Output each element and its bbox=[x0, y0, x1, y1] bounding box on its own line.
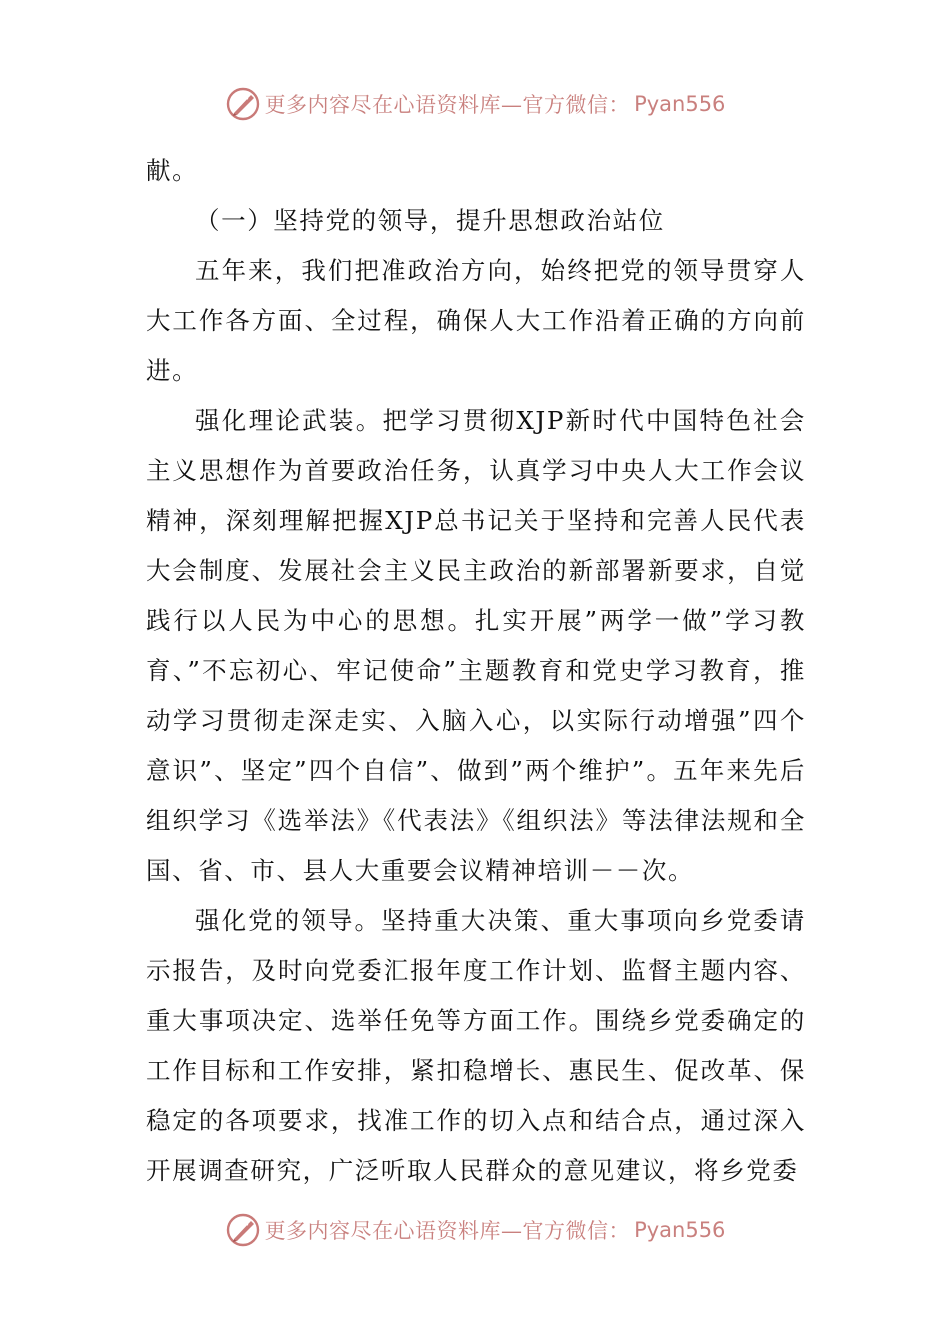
document-body bbox=[146, 146, 806, 1196]
banner-account-id: Pyan556 bbox=[634, 92, 726, 116]
paragraph-leadership: 强化党的领导。坚持重大决策、重大事项向乡党委请示报告，及时向党委汇报年度工作计划、监督主题内容、重大事项决定、选举任免等方面工作。围绕乡党委确定的工作目标和工作安排，紧扣稳增长、惠民生、促改革、保稳定的各项要求，找准工作的切入点和结合点，通过深入开展调查研究，广泛听取人民群众的意见建议，将乡党委 bbox=[146, 906, 806, 1185]
banner-account-id: Pyan556 bbox=[634, 1218, 726, 1242]
paragraph-continuation: 献。 bbox=[146, 156, 199, 185]
paragraph-theory: 强化理论武装。把学习贯彻XJP新时代中国特色社会主义思想作为首要政治任务，认真学习中央人大工作会议精神，深刻理解把握XJP总书记关于坚持和完善人民代表大会制度、发展社会主义民主政治的新部署新要求，自觉践行以人民为中心的思想。扎实开展”两学一做”学习教育、”不忘初心、牢记使命”主题教育和党史学习教育，推动学习贯彻走深走实、入脑入心，以实际行动增强”四个意识”、坚定”四个自信”、做到”两个维护”。五年来先后组织学习《选举法》《代表法》《组织法》等法律法规和全国、省、市、县人大重要会议精神培训－－次。 bbox=[146, 406, 806, 885]
pen-logo-icon bbox=[225, 1212, 261, 1248]
header-watermark-banner bbox=[0, 84, 950, 124]
footer-watermark-banner bbox=[0, 1210, 950, 1250]
section-heading: （一）坚持党的领导，提升思想政治站位 bbox=[195, 206, 665, 235]
banner-text: 更多内容尽在心语资料库—官方微信： bbox=[264, 93, 631, 117]
pen-logo-icon bbox=[225, 86, 261, 122]
paragraph-intro: 五年来，我们把准政治方向，始终把党的领导贯穿人大工作各方面、全过程，确保人大工作沿着正确的方向前进。 bbox=[146, 256, 806, 385]
banner-text: 更多内容尽在心语资料库—官方微信： bbox=[264, 1219, 631, 1243]
